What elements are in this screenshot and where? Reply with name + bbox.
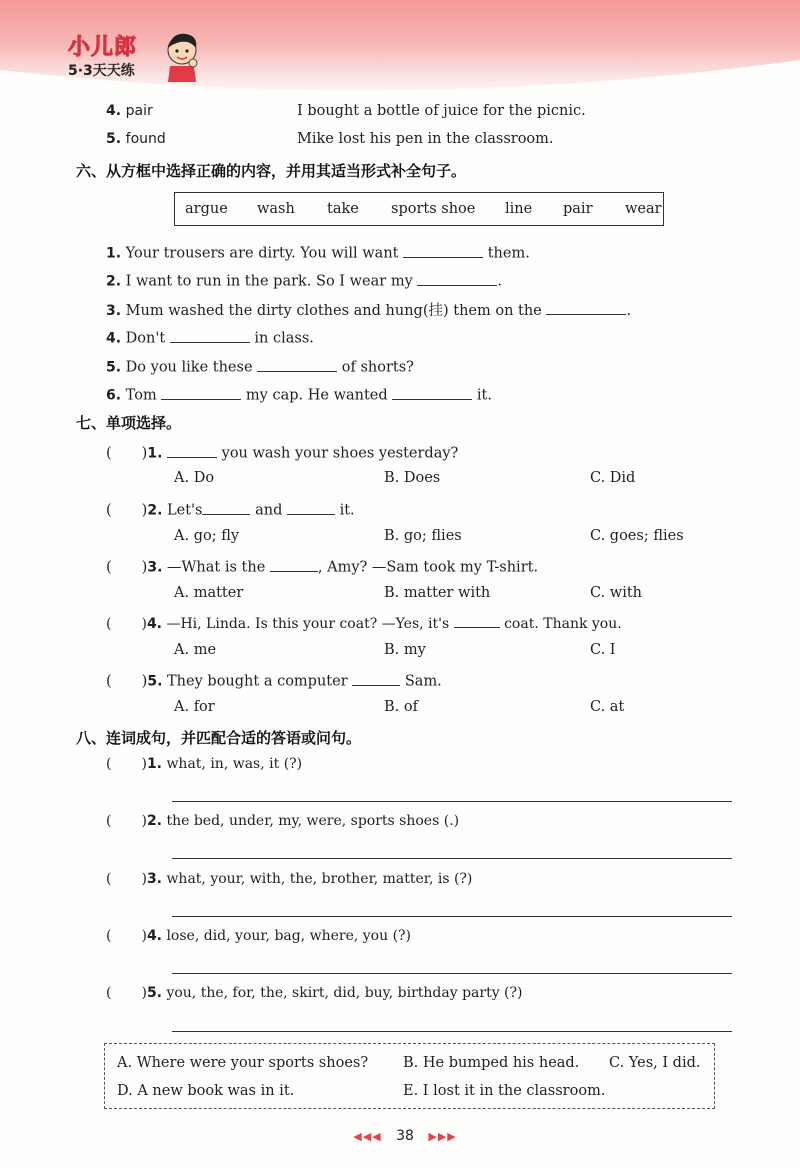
- s6-item-1: 1. Your trousers are dirty. You will want them.: [106, 242, 530, 262]
- mascot-icon: [162, 30, 202, 82]
- answer-choice-c: C. Yes, I did.: [609, 1055, 701, 1071]
- s7-q2-option-a[interactable]: A. go; fly: [174, 528, 240, 544]
- s8-item-3: ( )3. what, your, with, the, brother, matter, is (?): [106, 871, 473, 887]
- answer-choice-b: B. He bumped his head.: [403, 1055, 580, 1071]
- answer-choice-a: A. Where were your sports shoes?: [117, 1055, 369, 1071]
- word-box: [174, 192, 664, 226]
- s7-q3-option-c[interactable]: C. with: [590, 585, 643, 601]
- s7-question-4: ( )4. —Hi, Linda. Is this your coat? —Yes, it's coat. Thank you.: [106, 613, 622, 632]
- logo-title: 小儿郎: [68, 35, 138, 60]
- top-item-5-sentence: Mike lost his pen in the classroom.: [297, 131, 554, 147]
- answer-blank[interactable]: [417, 270, 497, 286]
- next-arrows-icon: ▶▶▶: [428, 1130, 457, 1143]
- answer-line[interactable]: [172, 1031, 732, 1032]
- word-box-item: line: [505, 201, 533, 217]
- s6-item-5: 5. Do you like these of shorts?: [106, 356, 414, 376]
- logo: [68, 30, 198, 86]
- s8-item-4: ( )4. lose, did, your, bag, where, you (?): [106, 928, 412, 944]
- top-item-4: 4. pair: [106, 103, 153, 119]
- answer-blank[interactable]: [161, 384, 241, 400]
- logo-subtitle: 5·3天天练: [68, 63, 135, 79]
- answer-blank[interactable]: [270, 556, 318, 572]
- s7-q4-option-a[interactable]: A. me: [174, 642, 217, 658]
- answer-blank[interactable]: [170, 327, 250, 343]
- s7-q4-option-c[interactable]: C. I: [590, 642, 616, 658]
- s6-item-6: 6. Tom my cap. He wanted it.: [106, 384, 492, 404]
- s7-q4-option-b[interactable]: B. my: [384, 642, 426, 658]
- answer-blank[interactable]: [257, 356, 337, 372]
- answer-choice-d: D. A new book was in it.: [117, 1083, 295, 1099]
- s7-question-5: ( )5. They bought a computer Sam.: [106, 670, 442, 690]
- page-number: 38: [396, 1128, 414, 1144]
- answer-line[interactable]: [172, 858, 732, 859]
- section8-title: 八、连词成句，并匹配合适的答语或问句。: [76, 729, 362, 747]
- s8-item-1: ( )1. what, in, was, it (?): [106, 756, 303, 772]
- s7-q5-option-c[interactable]: C. at: [590, 699, 625, 715]
- answer-blank[interactable]: [392, 384, 472, 400]
- answer-blank[interactable]: [287, 499, 335, 515]
- answer-choices-box: [104, 1043, 715, 1109]
- s7-question-3: ( )3. —What is the , Amy? —Sam took my T-shirt.: [106, 556, 538, 576]
- word-box-item: take: [327, 201, 359, 217]
- answer-blank[interactable]: [352, 670, 400, 686]
- answer-line[interactable]: [172, 801, 732, 802]
- word-box-item: wash: [257, 201, 295, 217]
- s7-q2-option-b[interactable]: B. go; flies: [384, 528, 462, 544]
- answer-blank[interactable]: [202, 499, 250, 515]
- s8-item-5: ( )5. you, the, for, the, skirt, did, buy, birthday party (?): [106, 985, 523, 1001]
- word-box-item: pair: [563, 201, 593, 217]
- section6-title: 六、从方框中选择正确的内容，并用其适当形式补全句子。: [76, 162, 467, 180]
- answer-line[interactable]: [172, 973, 732, 974]
- page-footer: [340, 1128, 470, 1144]
- answer-blank[interactable]: [454, 613, 500, 628]
- prev-arrows-icon: ◀◀◀: [353, 1130, 382, 1143]
- answer-line[interactable]: [172, 916, 732, 917]
- s8-item-2: ( )2. the bed, under, my, were, sports shoes (.): [106, 813, 460, 829]
- s7-q2-option-c[interactable]: C. goes; flies: [590, 528, 684, 544]
- s7-question-1: ( )1. you wash your shoes yesterday?: [106, 442, 458, 462]
- s7-q1-option-b[interactable]: B. Does: [384, 470, 441, 486]
- s7-question-2: ( )2. Let's and it.: [106, 499, 355, 519]
- word-box-item: argue: [185, 201, 228, 217]
- section7-title: 七、单项选择。: [76, 414, 182, 432]
- answer-blank[interactable]: [546, 300, 626, 316]
- top-item-5: 5. found: [106, 131, 166, 147]
- s6-item-3: 3. Mum washed the dirty clothes and hung(挂) them on the .: [106, 299, 631, 320]
- answer-choice-e: E. I lost it in the classroom.: [403, 1083, 606, 1099]
- s6-item-4: 4. Don't in class.: [106, 327, 314, 347]
- answer-blank[interactable]: [167, 442, 217, 458]
- s7-q3-option-b[interactable]: B. matter with: [384, 585, 491, 601]
- s7-q3-option-a[interactable]: A. matter: [174, 585, 244, 601]
- word-box-item: sports shoe: [391, 201, 476, 217]
- s6-item-2: 2. I want to run in the park. So I wear my .: [106, 270, 502, 290]
- word-box-item: wear: [625, 201, 662, 217]
- s7-q5-option-b[interactable]: B. of: [384, 699, 418, 715]
- top-item-4-sentence: I bought a bottle of juice for the picnic.: [297, 103, 586, 119]
- s7-q5-option-a[interactable]: A. for: [174, 699, 215, 715]
- answer-blank[interactable]: [403, 242, 483, 258]
- s7-q1-option-c[interactable]: C. Did: [590, 470, 636, 486]
- s7-q1-option-a[interactable]: A. Do: [174, 470, 215, 486]
